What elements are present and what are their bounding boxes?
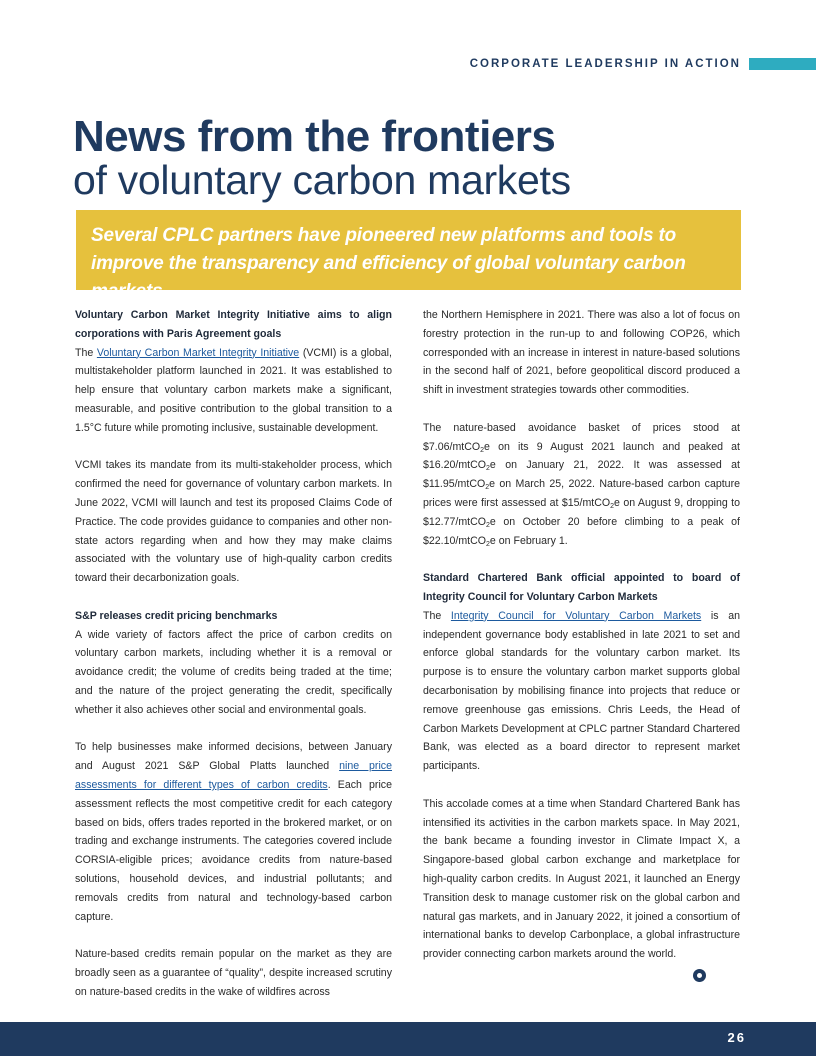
section-label: CORPORATE LEADERSHIP IN ACTION bbox=[469, 58, 741, 70]
scb-paragraph-2: This accolade comes at a time when Standard Chartered Bank has intensified its activities in the carbon markets space. In May 2021, the bank became a founding investor in Climate Impact X, a Singapore-based global carbon exchange and marketplace for high-quality carbon credits. In August 2021, it launched an Energy Transition desk to manage customer risk on the global carbon and natural gas markets, and in January 2022, it joined a consortium of international banks to develop Carbonplace, a global infrastructure provider connecting carbon markets around the world. bbox=[423, 797, 740, 961]
page-number: 26 bbox=[727, 1030, 746, 1045]
left-column bbox=[75, 306, 392, 1001]
footer-bar bbox=[0, 1022, 816, 1056]
sp-paragraph-3: Nature-based credits remain popular on the market as they are broadly seen as a guarantee of “quality”, despite increased scrutiny on nature-based credits in the wake of wildfires across bbox=[75, 948, 392, 998]
sp-paragraph-2 bbox=[75, 738, 392, 926]
co2-subscript: 2 bbox=[485, 484, 490, 492]
prices-text-3: e on January 21, 2022. It was assessed at $11.95/mtCO bbox=[423, 459, 740, 491]
co2-subscript: 2 bbox=[610, 502, 615, 510]
vcmi-link[interactable]: Voluntary Carbon Market Integrity Initiative bbox=[96, 346, 300, 359]
co2-subscript: 2 bbox=[486, 540, 490, 548]
scb-p1-post: is an independent governance body established in late 2021 to set and enforce global standards for the voluntary carbon market. Its purpose is to ensure the voluntary carbon market supports global decarbonisation by mobilising finance into projects that reduce or remove greenhouse gas emissions. Chris Leeds, the Head of Carbon Markets Development at CPLC partner Standard Chartered Bank, was elected as a board director to represent market participants. bbox=[423, 609, 740, 773]
scb-p1-pre: The bbox=[423, 609, 451, 622]
sp-heading: S&P releases credit pricing benchmarks bbox=[75, 609, 278, 622]
prices-text-2: e on its 9 August 2021 launch and peaked at $16.20/mtCO bbox=[423, 440, 740, 472]
prices-text-1: The nature-based avoidance basket of prices stood at $7.06/mtCO bbox=[423, 421, 740, 453]
scb-paragraph-1 bbox=[423, 607, 740, 776]
co2-subscript: 2 bbox=[486, 521, 490, 529]
sp-paragraph-1: A wide variety of factors affect the price of carbon credits on voluntary carbon markets, including whether it is a removal or avoidance credit; the volume of credits being traded at the time; and the nature of the project generating the credit, specifically whether it also achieves other social and environmental goals. bbox=[75, 628, 392, 716]
continue-dot-icon bbox=[693, 969, 706, 982]
sp-price-assessments-link[interactable]: nine price assessments for different types of carbon credits bbox=[75, 760, 392, 791]
vcmi-paragraph-2: VCMI takes its mandate from its multi-stakeholder process, which confirmed the need for governance of voluntary carbon markets. In June 2022, VCMI will launch and test its proposed Claims Code of Practice. The code provides guidance to companies and other non-state actors regarding when and how they may make claims associated with the voluntary use of high-quality carbon credits toward their decarbonization goals. bbox=[75, 459, 392, 585]
vcmi-paragraph-1 bbox=[75, 344, 392, 438]
vcmi-p1-pre: The bbox=[75, 346, 97, 359]
prices-text-7: e on February 1. bbox=[489, 534, 568, 547]
integrity-council-link[interactable]: Integrity Council for Voluntary Carbon Markets bbox=[450, 609, 702, 622]
vcmi-heading: Voluntary Carbon Market Integrity Initiative aims to align corporations with Paris Agreement goals bbox=[75, 309, 392, 340]
page-title: News from the frontiers bbox=[73, 112, 556, 161]
right-column bbox=[423, 306, 740, 964]
page-subtitle: of voluntary carbon markets bbox=[73, 157, 571, 203]
header-accent-bar bbox=[749, 58, 816, 70]
continued-paragraph: the Northern Hemisphere in 2021. There was also a lot of focus on forestry protection in the run-up to and following COP26, which corresponded with an increase in interest in nature-based solutions in the second half of 2021, before geopolitical discord produced a shift in investment strategies towards other commodities. bbox=[423, 309, 740, 397]
sp-p2-post: . Each price assessment reflects the most competitive credit for each category based on bids, offers trades reported in the brokered market, or on trading and exchange instruments. The categories covered include CORSIA-eligible prices; avoidance credits from nature-based solutions, household devices, and industrial pollutants; and removals credits from natural and technology-based carbon capture. bbox=[75, 778, 392, 923]
callout-box bbox=[76, 210, 741, 302]
prices-text-4: e on March 25, 2022. Nature-based carbon capture prices were first assessed at $15/mtCO bbox=[423, 478, 740, 509]
prices-text-6: e on October 20 before climbing to a peak of $22.10/mtCO bbox=[423, 515, 740, 547]
prices-paragraph bbox=[423, 419, 740, 551]
prices-text-5: e on August 9, dropping to $12.77/mtCO bbox=[423, 496, 740, 528]
sp-p2-pre: To help businesses make informed decisions, between January and August 2021 S&P Global Platts launched bbox=[75, 741, 392, 773]
callout-text: Several CPLC partners have pioneered new platforms and tools to improve the transparency and efficiency of global voluntary carbon markets. bbox=[91, 225, 686, 302]
vcmi-p1-post: (VCMI) is a global, multistakeholder platform launched in 2021. It was established to help ensure that voluntary carbon markets make a significant, measurable, and positive contribution to the global transition to a 1.5°C future while promoting inclusive, sustainable development. bbox=[75, 346, 392, 434]
co2-subscript: 2 bbox=[486, 465, 490, 473]
scb-heading: Standard Chartered Bank official appointed to board of Integrity Council for Voluntary Carbon Markets bbox=[423, 572, 740, 603]
co2-subscript: 2 bbox=[480, 446, 485, 454]
